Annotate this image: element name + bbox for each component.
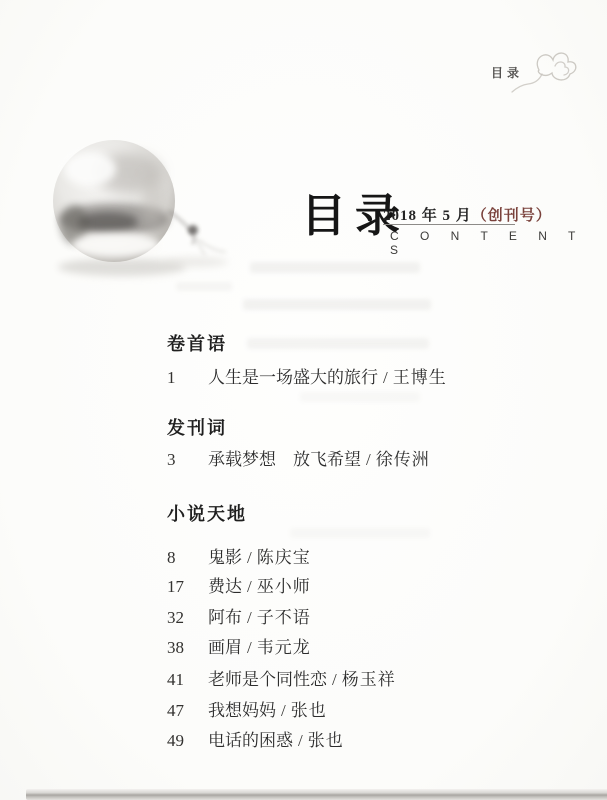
toc-entry [167,363,447,388]
page-number: 38 [167,638,184,657]
issue-date [383,204,552,225]
cloud-doodle-icon [506,48,596,108]
section-header-xiaoshuotiandi: 小说天地 [167,504,247,524]
entry-title: 人生是一场盛大的旅行 [208,368,378,387]
entry-author: 子不语 [256,608,311,627]
separator: / [383,368,388,387]
separator: / [247,577,252,596]
entry-author: 张也 [307,731,344,750]
watercolor-sphere-illustration [28,127,258,292]
page-number: 49 [167,731,184,750]
page-number: 8 [167,548,176,567]
entry-title: 画眉 [208,638,242,657]
entry-author: 张也 [290,701,327,720]
toc-entry [167,665,396,690]
toc-entry [167,633,311,658]
show-through-mark [290,528,430,538]
separator: / [247,638,252,657]
entry-title: 费达 [208,577,242,596]
entry-title: 承载梦想 放飞希望 [208,450,361,469]
entry-title: 老师是个同性恋 [208,670,327,689]
separator: / [332,670,337,689]
running-head: 目录 [491,66,524,80]
issue-date-text: 2018 年 5 月 [383,208,472,224]
page-title: 目录 [301,191,410,241]
separator: / [281,701,286,720]
show-through-mark [250,262,420,273]
issue-number-text: （创刊号） [471,208,552,224]
toc-entry [167,696,327,721]
page-number: 41 [167,670,184,689]
entry-title: 电话的困惑 [208,731,293,750]
page-number: 47 [167,701,184,720]
show-through-mark [247,338,429,349]
title-rule [383,224,515,225]
entry-author: 巫小师 [256,577,311,596]
toc-entry [167,543,311,568]
scan-edge-shadow [26,789,607,800]
entry-title: 阿布 [208,608,242,627]
section-header-fakanci: 发刊词 [167,418,227,438]
toc-entry [167,445,430,470]
page-number: 1 [167,368,176,387]
toc-entry [167,726,344,751]
contents-subtitle: C O N T E N T S [390,229,585,257]
entry-author: 王博生 [392,368,447,387]
entry-title: 我想妈妈 [208,701,276,720]
entry-author: 徐传洲 [375,450,430,469]
page-number: 32 [167,608,184,627]
entry-author: 陈庆宝 [256,548,311,567]
page-number: 3 [167,450,176,469]
toc-entry [167,572,311,597]
section-header-juanshouyu: 卷首语 [167,334,227,354]
entry-title: 鬼影 [208,548,242,567]
separator: / [298,731,303,750]
entry-author: 杨玉祥 [341,670,396,689]
separator: / [247,608,252,627]
toc-entry [167,603,311,628]
show-through-mark [300,392,420,402]
entry-author: 韦元龙 [256,638,311,657]
page-number: 17 [167,577,184,596]
separator: / [366,450,371,469]
separator: / [247,548,252,567]
show-through-mark [243,299,431,310]
